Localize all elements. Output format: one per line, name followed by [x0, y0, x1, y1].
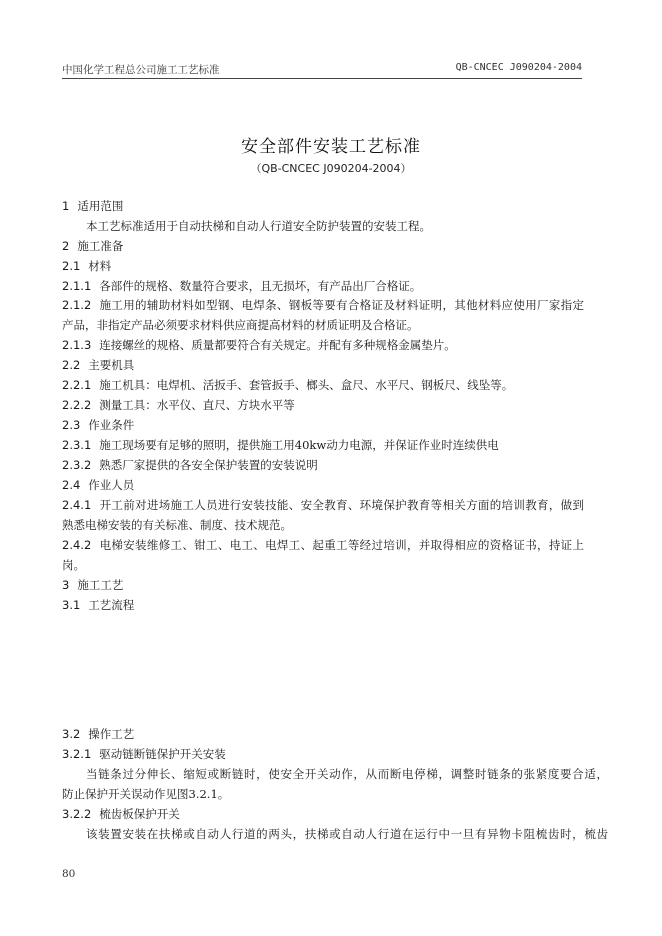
section-heading: 1 适用范围: [62, 199, 124, 213]
clause-line: 3.2.1 驱动链断链保护开关安装: [62, 747, 226, 761]
paragraph-line: 该装置安装在扶梯或自动人行道的两头，扶梯或自动人行道在运行中一旦有异物卡阻梳齿时，梳齿: [86, 827, 608, 841]
subsection-heading: 2.4 作业人员: [62, 478, 135, 492]
header-standard-code: QB-CNCEC J090204-2004: [455, 62, 582, 73]
clause-line: 2.1.2 施工用的辅助材料如型钢、电焊条、钢板等要有合格证及材料证明，其他材料应使用厂家指定: [62, 298, 584, 312]
paragraph-line: 岗。: [62, 558, 85, 572]
subsection-heading: 3.2 操作工艺: [62, 727, 135, 741]
clause-line: 2.4.1 开工前对进场施工人员进行安装技能、安全教育、环境保护教育等相关方面的培训教育，做到: [62, 498, 584, 512]
section-heading: 3 施工工艺: [62, 578, 124, 592]
paragraph-line: 本工艺标准适用于自动扶梯和自动人行道安全防护装置的安装工程。: [86, 219, 431, 233]
running-header: [62, 62, 582, 78]
document-title: 安全部件安装工艺标准: [241, 137, 421, 157]
header-organization: 中国化学工程总公司施工工艺标准: [62, 64, 220, 76]
clause-line: 3.2.2 梳齿板保护开关: [62, 807, 180, 821]
subsection-heading: 2.1 材料: [62, 259, 112, 273]
section-heading: 2 施工准备: [62, 239, 124, 253]
subsection-heading: 3.1 工艺流程: [62, 598, 135, 612]
clause-line: 2.3.2 熟悉厂家提供的各安全保护装置的安装说明: [62, 458, 318, 472]
paragraph-line: 产品，非指定产品必须要求材料供应商提高材料的材质证明及合格证。: [62, 318, 419, 332]
clause-line: 2.3.1 施工现场要有足够的照明，提供施工用40kw动力电源，并保证作业时连续供电: [62, 438, 499, 452]
clause-line: 2.2.2 测量工具：水平仪、直尺、方块水平等: [62, 398, 295, 412]
page-number: 80: [62, 868, 76, 880]
header-divider: [62, 78, 582, 79]
subsection-heading: 2.2 主要机具: [62, 358, 135, 372]
clause-line: 2.2.1 施工机具：电焊机、活扳手、套管扳手、榔头、盒尺、水平尺、钢板尺、线坠等。: [62, 378, 514, 392]
clause-line: 2.1.1 各部件的规格、数量符合要求，且无损坏，有产品出厂合格证。: [62, 279, 422, 293]
subsection-heading: 2.3 作业条件: [62, 418, 135, 432]
document-subtitle: （QB-CNCEC J090204-2004）: [250, 162, 412, 175]
paragraph-line: 当链条过分伸长、缩短或断链时，使安全开关动作，从而断电停梯，调整时链条的张紧度要合适，: [86, 767, 608, 781]
clause-line: 2.1.3 连接螺丝的规格、质量都要符合有关规定。并配有多种规格金属垫片。: [62, 338, 456, 352]
paragraph-line: 熟悉电梯安装的有关标准、制度、技术规范。: [62, 518, 292, 532]
clause-line: 2.4.2 电梯安装维修工、钳工、电工、电焊工、起重工等经过培训，并取得相应的资格证书，持证上: [62, 538, 584, 552]
paragraph-line: 防止保护开关误动作见图3.2.1。: [62, 787, 230, 801]
